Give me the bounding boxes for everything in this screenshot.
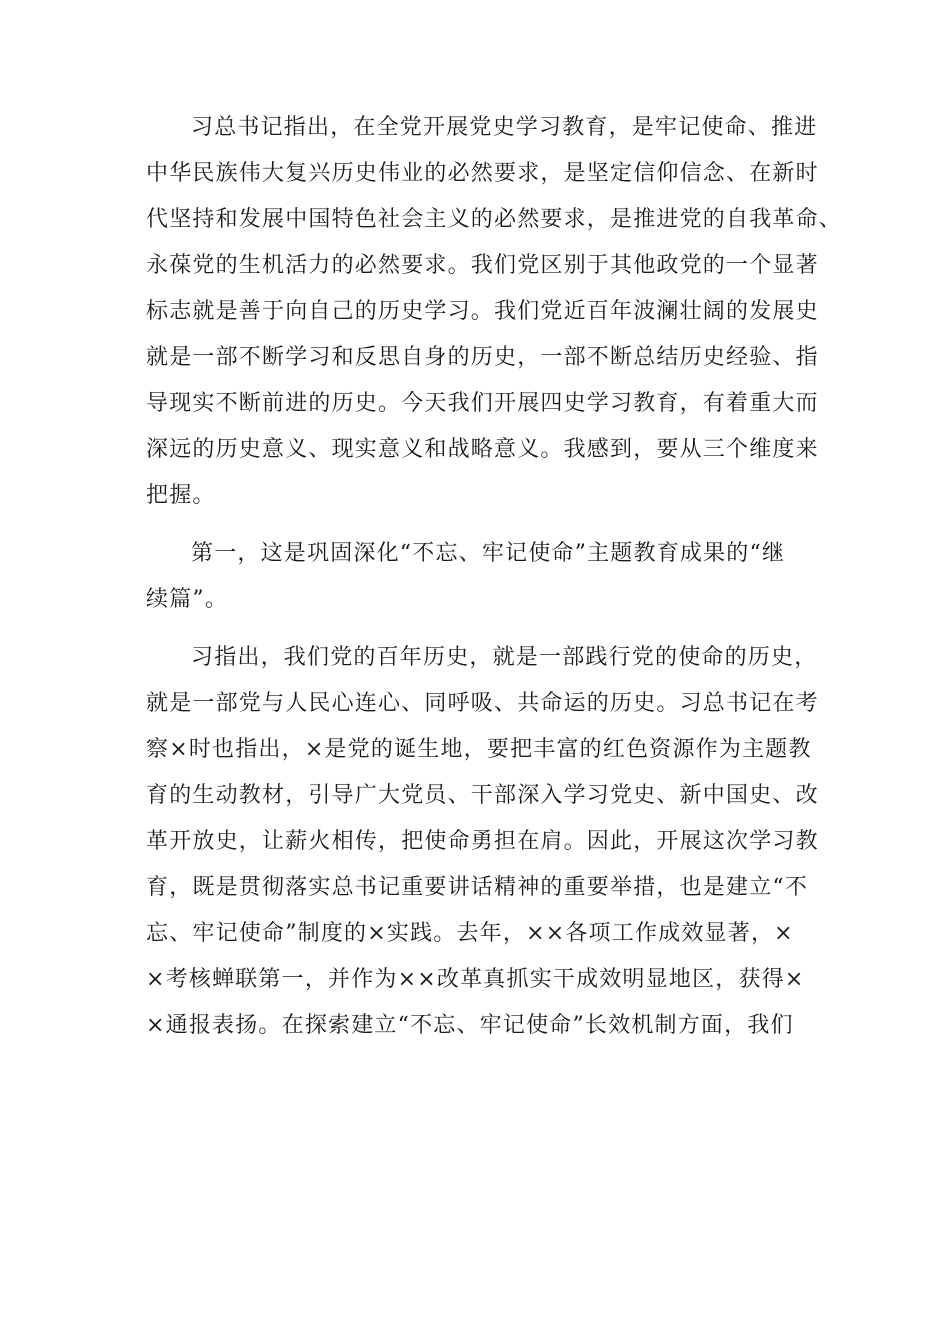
- text-line: 就是一部不断学习和反思自身的历史，一部不断总结历史经验、指: [146, 345, 819, 370]
- text-line: 就是一部党与人民心连心、同呼吸、共命运的历史。习总书记在考: [146, 691, 819, 716]
- text-line: 中华民族伟大复兴历史伟业的必然要求，是坚定信仰信念、在新时: [146, 161, 819, 186]
- text-line: 革开放史，让薪火相传，把使命勇担在肩。因此，开展这次学习教: [146, 829, 819, 854]
- document-body: [146, 105, 843, 1049]
- paragraph-spacer: [146, 519, 806, 531]
- text-line: 深远的历史意义、现实意义和战略意义。我感到，要从三个维度来: [146, 437, 819, 462]
- paragraph-intro: [146, 105, 843, 519]
- text-line: 察×时也指出，×是党的诞生地，要把丰富的红色资源作为主题教: [146, 737, 812, 762]
- text-line: 第一，这是巩固深化“不忘、牢记使命”主题教育成果的“继: [191, 541, 786, 566]
- text-line: 忘、牢记使命”制度的×实践。去年，××各项工作成效显著，×: [146, 921, 794, 946]
- text-line: 习总书记指出，在全党开展党史学习教育，是牢记使命、推进: [191, 115, 818, 140]
- text-line: 续篇”。: [146, 587, 229, 612]
- paragraph-body: [146, 635, 819, 1049]
- text-line: ×通报表扬。在探索建立“不忘、牢记使命”长效机制方面，我们: [146, 1013, 794, 1038]
- text-line: ×考核蝉联第一，并作为××改革真抓实干成效明显地区，获得×: [146, 967, 805, 992]
- text-line: 标志就是善于向自己的历史学习。我们党近百年波澜壮阔的发展史: [146, 299, 819, 324]
- text-line: 代坚持和发展中国特色社会主义的必然要求，是推进党的自我革命、: [146, 207, 843, 232]
- paragraph-spacer: [146, 623, 806, 635]
- text-line: 育，既是贯彻落实总书记重要讲话精神的重要举措，也是建立“不: [146, 875, 809, 900]
- text-line: 永葆党的生机活力的必然要求。我们党区别于其他政党的一个显著: [146, 253, 819, 278]
- text-line: 习指出，我们党的百年历史，就是一部践行党的使命的历史，: [191, 645, 818, 670]
- paragraph-heading-first: [146, 531, 806, 623]
- text-line: 导现实不断前进的历史。今天我们开展四史学习教育，有着重大而: [146, 391, 819, 416]
- text-line: 把握。: [146, 483, 216, 508]
- text-line: 育的生动教材，引导广大党员、干部深入学习党史、新中国史、改: [146, 783, 819, 808]
